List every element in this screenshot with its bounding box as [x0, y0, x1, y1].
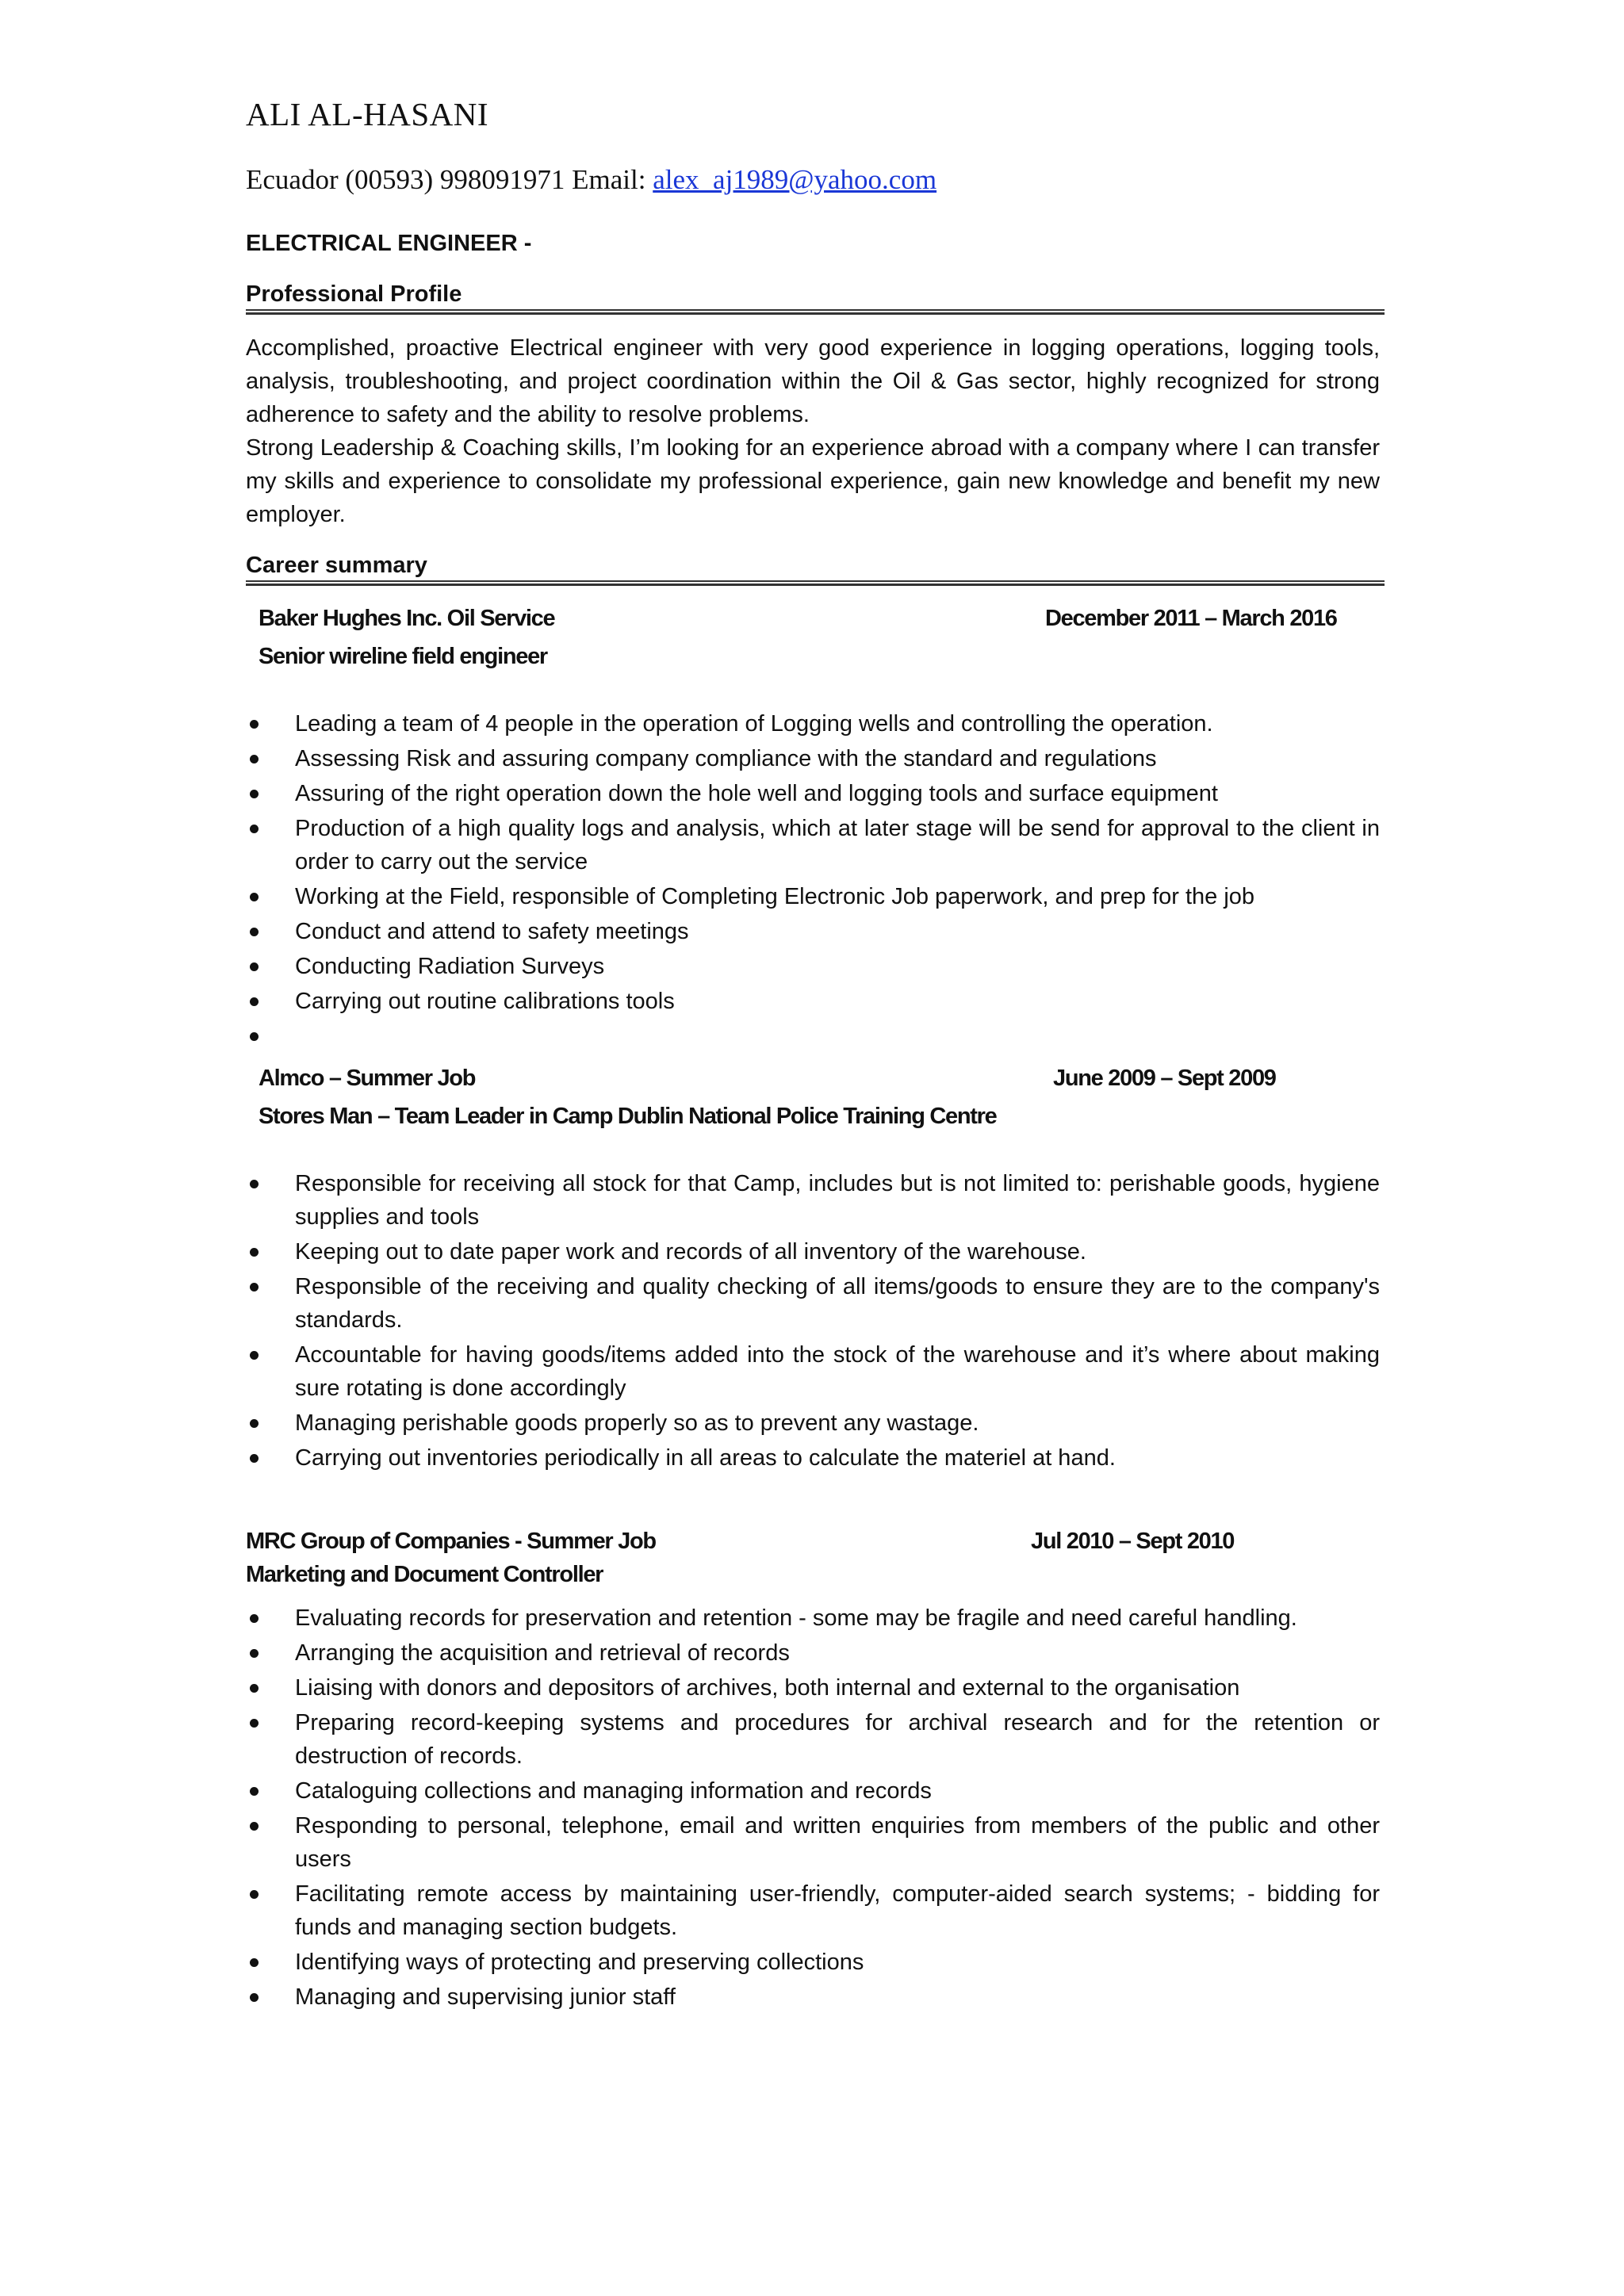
list-item: Responding to personal, telephone, email and written enquiries from members of the public and other users: [246, 1809, 1380, 1876]
list-item: Assuring of the right operation down the hole well and logging tools and surface equipment: [246, 777, 1380, 810]
list-item: Leading a team of 4 people in the operation of Logging wells and controlling the operation.: [246, 707, 1380, 740]
job-dates: Jul 2010 – Sept 2010: [1031, 1529, 1235, 1554]
job-role: Senior wireline field engineer: [259, 644, 547, 669]
job-duties-list: [246, 707, 1380, 1054]
profile-text: [246, 331, 1380, 531]
contact-phone: Ecuador (00593) 998091971 Email:: [246, 164, 653, 195]
job-dates: December 2011 – March 2016: [1045, 606, 1337, 631]
career-heading: Career summary: [246, 553, 427, 578]
job-dates: June 2009 – Sept 2009: [1053, 1066, 1276, 1091]
list-item: Conduct and attend to safety meetings: [246, 915, 1380, 948]
list-item: Managing and supervising junior staff: [246, 1980, 1380, 2014]
job-title: ELECTRICAL ENGINEER -: [246, 231, 532, 256]
job-company: MRC Group of Companies - Summer Job: [246, 1529, 656, 1554]
job-company: Almco – Summer Job: [259, 1066, 476, 1091]
list-item: Assessing Risk and assuring company compliance with the standard and regulations: [246, 742, 1380, 775]
job-role: Stores Man – Team Leader in Camp Dublin National Police Training Centre: [259, 1104, 997, 1129]
list-item: Evaluating records for preservation and retention - some may be fragile and need careful handling.: [246, 1601, 1380, 1635]
list-item: Carrying out inventories periodically in all areas to calculate the materiel at hand.: [246, 1441, 1380, 1475]
list-item: Keeping out to date paper work and records of all inventory of the warehouse.: [246, 1235, 1380, 1269]
profile-rule: [246, 309, 1385, 315]
list-item: Responsible for receiving all stock for that Camp, includes but is not limited to: perishable goods, hygiene supplies and tools: [246, 1167, 1380, 1234]
contact-line: [246, 162, 936, 198]
candidate-name: ALI AL-HASANI: [246, 96, 488, 132]
list-item: Preparing record-keeping systems and procedures for archival research and for the retention or destruction of records.: [246, 1706, 1380, 1773]
list-item: [246, 1020, 1380, 1053]
list-item: Responsible of the receiving and quality checking of all items/goods to ensure they are to the company's standards.: [246, 1270, 1380, 1337]
job-duties-list: [246, 1167, 1380, 1476]
email-link[interactable]: alex_aj1989@yahoo.com: [653, 164, 937, 195]
profile-paragraph: Accomplished, proactive Electrical engineer with very good experience in logging operations, logging tools, analysis, troubleshooting, and project coordination within the Oil & Gas sector, highly recognized for strong adherence to safety and the ability to resolve problems.: [246, 335, 1380, 427]
list-item: Production of a high quality logs and analysis, which at later stage will be send for approval to the client in order to carry out the service: [246, 812, 1380, 878]
job-role: Marketing and Document Controller: [246, 1562, 603, 1587]
list-item: Identifying ways of protecting and preserving collections: [246, 1946, 1380, 1979]
list-item: Arranging the acquisition and retrieval of records: [246, 1636, 1380, 1670]
list-item: Liaising with donors and depositors of archives, both internal and external to the organisation: [246, 1671, 1380, 1705]
list-item: Facilitating remote access by maintaining user-friendly, computer-aided search systems; - bidding for funds and managing section budgets.: [246, 1877, 1380, 1944]
list-item: Accountable for having goods/items added into the stock of the warehouse and it’s where about making sure rotating is done accordingly: [246, 1338, 1380, 1405]
career-rule: [246, 580, 1385, 586]
list-item: Managing perishable goods properly so as to prevent any wastage.: [246, 1406, 1380, 1440]
list-item: Conducting Radiation Surveys: [246, 950, 1380, 983]
profile-paragraph: Strong Leadership & Coaching skills, I’m looking for an experience abroad with a company where I can transfer my skills and experience to consolidate my professional experience, gain new knowledge and benefit my new employer.: [246, 435, 1380, 527]
profile-heading: Professional Profile: [246, 281, 462, 307]
job-duties-list: [246, 1601, 1380, 2015]
resume-page: [246, 0, 1385, 2296]
list-item: Working at the Field, responsible of Completing Electronic Job paperwork, and prep for the job: [246, 880, 1380, 913]
job-company: Baker Hughes Inc. Oil Service: [259, 606, 555, 631]
list-item: Carrying out routine calibrations tools: [246, 985, 1380, 1018]
list-item: Cataloguing collections and managing information and records: [246, 1774, 1380, 1808]
